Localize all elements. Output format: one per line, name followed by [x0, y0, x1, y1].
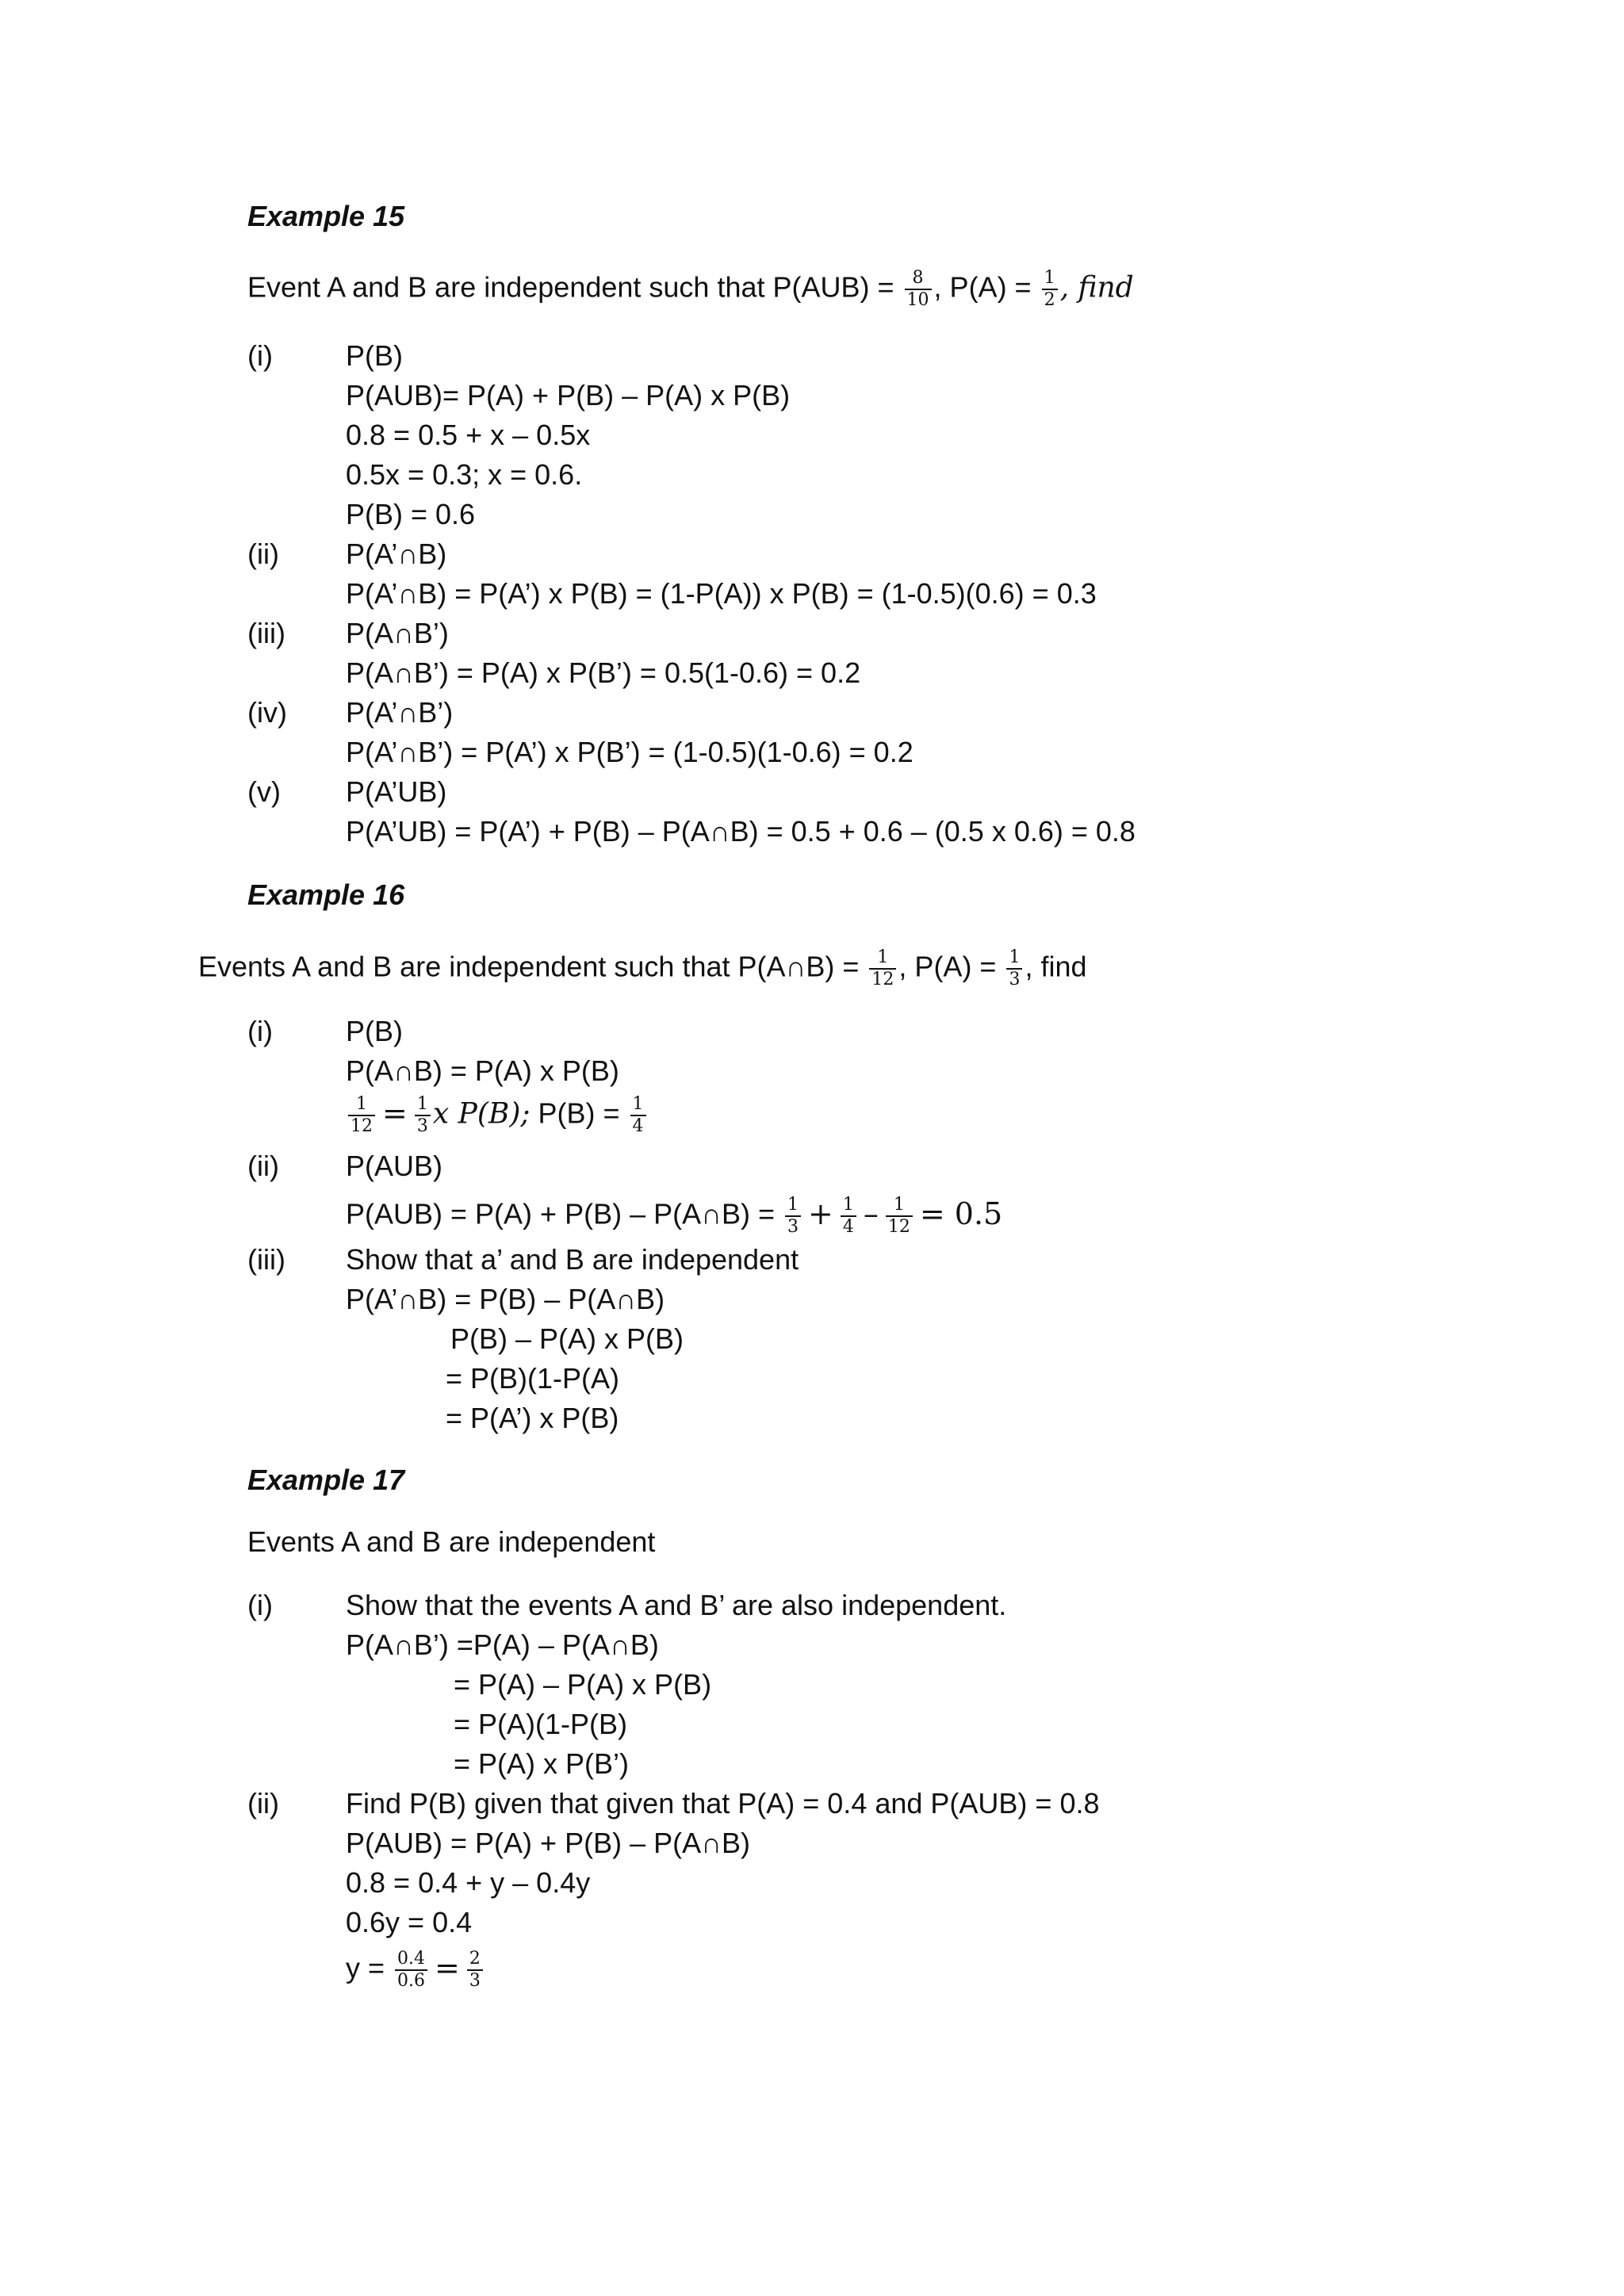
- example-16-heading: Example 16: [247, 878, 405, 911]
- fraction: $\frac{0.4}{0.6}$: [395, 1949, 427, 1992]
- item-number: (i): [247, 339, 273, 372]
- item-number: (ii): [247, 1787, 279, 1820]
- item-number: (ii): [247, 1150, 279, 1182]
- example-16-problem: [198, 947, 1087, 990]
- solution-line: $\frac{1}{12}$ = $\frac{1}{3}$ x P(B); P(B) = $\frac{1}{4}$: [346, 1094, 649, 1137]
- fraction: $\frac{1}{2}$: [1042, 268, 1058, 311]
- solution-line: = P(A’) x P(B): [446, 1402, 619, 1434]
- fraction: $\frac{1}{4}$: [841, 1195, 856, 1238]
- item-number: (ii): [247, 538, 279, 570]
- example-15-problem: [247, 268, 1134, 311]
- solution-line: P(A’∩B’): [346, 696, 454, 729]
- solution-line: P(AUB) = P(A) + P(B) – P(A∩B) = $\frac{1}{3}$ + $\frac{1}{4}$ – $\frac{1}{12}$ = 0.5: [346, 1195, 1003, 1237]
- item-number: (iii): [247, 1243, 285, 1276]
- solution-line: Show that a’ and B are independent: [346, 1243, 799, 1276]
- solution-line: P(A’∩B’) = P(A’) x P(B’) = (1-0.5)(1-0.6) = 0.2: [346, 736, 914, 768]
- fraction: $\frac{8}{10}$: [905, 268, 932, 311]
- problem-text: Event A and B are independent such that P(AUB) =: [247, 270, 902, 304]
- solution-line: P(A’UB) = P(A’) + P(B) – P(A∩B) = 0.5 + 0.6 – (0.5 x 0.6) = 0.8: [346, 815, 1136, 848]
- solution-line: P(A∩B’) = P(A) x P(B’) = 0.5(1-0.6) = 0.2: [346, 656, 861, 689]
- solution-line: 0.8 = 0.4 + y – 0.4y: [346, 1866, 591, 1899]
- problem-text: , find: [1025, 950, 1087, 983]
- solution-line: P(A’∩B) = P(B) – P(A∩B): [346, 1283, 665, 1315]
- solution-line: 0.8 = 0.5 + x – 0.5x: [346, 419, 591, 451]
- solution-line: 0.6y = 0.4: [346, 1906, 473, 1938]
- fraction: $\frac{1}{12}$: [869, 947, 896, 990]
- fraction: $\frac{1}{12}$: [886, 1195, 913, 1238]
- solution-line: P(A∩B’) =P(A) – P(A∩B): [346, 1628, 659, 1661]
- solution-line: Show that the events A and B’ are also independent.: [346, 1589, 1007, 1621]
- item-number: (i): [247, 1015, 273, 1047]
- item-number: (v): [247, 775, 281, 808]
- solution-line: P(A’UB): [346, 775, 447, 808]
- example-17-intro: Events A and B are independent: [247, 1525, 656, 1558]
- fraction: $\frac{1}{3}$: [1006, 947, 1022, 990]
- example-15-heading: Example 15: [247, 200, 405, 232]
- fraction: $\frac{1}{4}$: [630, 1094, 646, 1137]
- solution-line: P(AUB)= P(A) + P(B) – P(A) x P(B): [346, 379, 791, 411]
- solution-line: P(AUB): [346, 1150, 443, 1182]
- solution-line: P(A∩B) = P(A) x P(B): [346, 1054, 619, 1087]
- solution-line: = P(A) x P(B’): [454, 1747, 630, 1780]
- fraction: $\frac{2}{3}$: [467, 1949, 483, 1992]
- solution-line: P(A∩B’): [346, 617, 449, 649]
- solution-line: = P(A) – P(A) x P(B): [454, 1668, 712, 1701]
- problem-text: , P(A) =: [898, 950, 1005, 983]
- solution-line: = P(A)(1-P(B): [454, 1708, 628, 1740]
- solution-line: y = $\frac{0.4}{0.6}$ = $\frac{2}{3}$: [346, 1949, 485, 1992]
- example-17-heading: Example 17: [247, 1464, 405, 1496]
- problem-text: , P(A) =: [933, 270, 1040, 304]
- solution-line: P(B) – P(A) x P(B): [450, 1322, 684, 1355]
- solution-line: P(B): [346, 339, 403, 372]
- problem-text: Events A and B are independent such that P(A∩B) =: [198, 950, 868, 983]
- solution-line: P(B): [346, 1015, 403, 1047]
- item-number: (iv): [247, 696, 287, 729]
- solution-line: Find P(B) given that given that P(A) = 0.4 and P(AUB) = 0.8: [346, 1787, 1100, 1820]
- solution-line: = P(B)(1-P(A): [446, 1362, 620, 1395]
- solution-line: 0.5x = 0.3; x = 0.6.: [346, 458, 583, 491]
- item-number: (i): [247, 1589, 273, 1621]
- problem-text: , find: [1059, 271, 1134, 304]
- fraction: $\frac{1}{3}$: [785, 1195, 801, 1238]
- item-number: (iii): [247, 617, 285, 649]
- solution-line: P(B) = 0.6: [346, 498, 476, 530]
- solution-line: P(A’∩B) = P(A’) x P(B) = (1-P(A)) x P(B) = (1-0.5)(0.6) = 0.3: [346, 577, 1097, 610]
- fraction: $\frac{1}{12}$: [348, 1094, 375, 1137]
- solution-line: P(A’∩B): [346, 538, 447, 570]
- solution-line: P(AUB) = P(A) + P(B) – P(A∩B): [346, 1827, 750, 1859]
- fraction: $\frac{1}{3}$: [415, 1094, 431, 1137]
